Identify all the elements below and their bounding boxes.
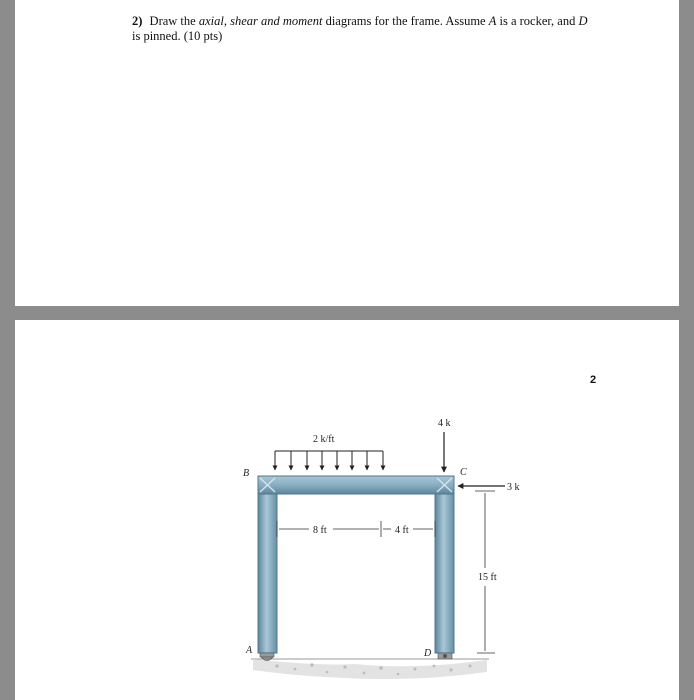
dimension-15ft: 15 ft [478,572,497,583]
dimension-8ft: 8 ft [313,525,327,536]
distributed-load-label: 2 k/ft [313,434,335,445]
frame-figure [15,320,679,700]
problem-moment: moment [282,14,323,28]
problem-and: and [261,14,280,28]
joint-a-label: A [246,645,253,656]
distributed-load [275,451,383,470]
problem-shear: shear [230,14,258,28]
problem-point-a: A [488,14,497,28]
problem-text-2: diagrams for the frame. Assume [325,14,486,28]
column-cd [435,476,454,653]
problem-statement [132,14,632,44]
joint-d-label: D [424,648,432,659]
problem-text-3: is a rocker, and [499,14,576,28]
problem-text-1: Draw the [149,14,196,28]
ground [251,659,489,679]
point-load-3k-label: 3 k [507,482,520,493]
dimension-4ft: 4 ft [395,525,409,536]
problem-axial: axial, [198,14,227,28]
horizontal-dimension-lines [277,521,435,537]
page-bottom [15,320,679,700]
column-ab [258,476,277,653]
beam-bc [258,476,454,494]
problem-number: 2) [132,14,143,28]
point-load-4k-label: 4 k [438,418,451,429]
joint-c-label: C [460,467,467,478]
problem-point-d: D [578,14,588,28]
joint-b-label: B [243,468,250,479]
page-number: 2 [590,374,597,386]
page-top [15,0,679,306]
problem-text-4: is pinned. (10 pts) [132,29,223,43]
pin-support-d [438,653,452,659]
